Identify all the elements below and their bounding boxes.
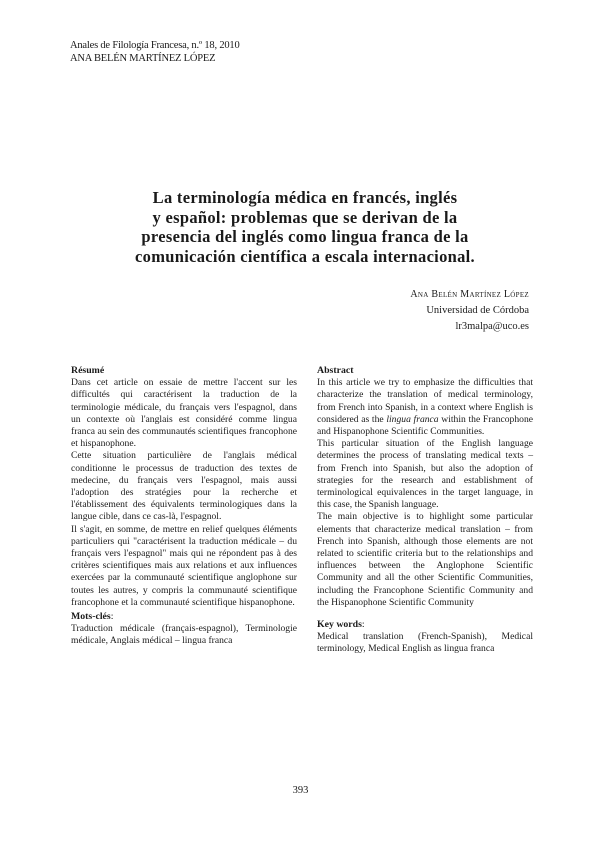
key-words-label: Key words bbox=[317, 619, 362, 631]
author-affiliation: Universidad de Córdoba bbox=[426, 305, 529, 316]
title-line-1: La terminología médica en francés, inglés bbox=[152, 188, 458, 207]
mots-cles-text: Traduction médicale (français-espagnol), Terminologie médicale, Anglais médical – lingua franca bbox=[71, 623, 297, 647]
author-name: Ana Belén Martínez López bbox=[410, 289, 529, 300]
author-block bbox=[410, 287, 529, 335]
key-words-heading bbox=[317, 619, 533, 631]
author-email: lr3malpa@uco.es bbox=[455, 321, 529, 332]
abstract-heading: Abstract bbox=[317, 365, 354, 376]
mots-cles-label: Mots-clés bbox=[71, 611, 111, 623]
key-words-text: Medical translation (French-Spanish), Medical terminology, Medical English as lingua franca bbox=[317, 631, 533, 655]
resume-paragraph-1: Dans cet article on essaie de mettre l'accent sur les difficultés qui caractérisent la traduction de la terminologie médicale, du français vers l'espagnol, dans un contexte où l'anglais est considéré comme lingua franca au sein des communautés scientifiques francophone et hispanophone. bbox=[71, 377, 297, 450]
mots-cles-heading bbox=[71, 611, 297, 623]
article-title bbox=[95, 188, 515, 266]
abstract-p1-end: within the Francophone and Hispanophone Scientific Communities. bbox=[317, 413, 534, 438]
resume-column bbox=[71, 365, 297, 648]
resume-paragraph-3: Il s'agit, en somme, de mettre en relief quelques éléments particuliers qui "caractérisent la traduction médicale – du français vers l'espagnol" mais qui ne répondent pas à des critères scientifiques mais aux relations et aux influences exercées par la communauté scientifique anglophone sur toutes les autres, y compris la communauté scientifique francophone et la communauté scientifique hispanophone. bbox=[71, 523, 297, 608]
abstract-column bbox=[317, 365, 533, 656]
page-number: 393 bbox=[292, 785, 309, 796]
mots-cles-colon: : bbox=[110, 611, 114, 623]
spacer bbox=[317, 609, 533, 617]
journal-header: Anales de Filología Francesa, n.º 18, 2010 bbox=[70, 40, 240, 51]
abstract-paragraph-3: The main objective is to highlight some particular elements that characterize medical translation – from French into Spanish, although those elements are not related to scientific criteria but to the relationships and influences between the Anglophone Scientific Community and all the other Scientific Communities, including the Francophone Scientific Community and the Hispanophone Scientific Community bbox=[317, 511, 533, 608]
resume-heading: Résumé bbox=[71, 365, 105, 376]
abstract-paragraph-2: This particular situation of the English language determines the process of translating medical texts – from French into Spanish, but also the adoption of strategies for the research and establishment of terminological equivalences in the target language, in this case, the Spanish language. bbox=[317, 438, 533, 511]
key-words-colon: : bbox=[361, 619, 365, 631]
resume-paragraph-2: Cette situation particulière de l'anglais médical conditionne le processus de traduction des textes de medecine, du français vers l'espagnol, mais aussi l'adoption des stratégies pour la recherche et l'établissement des équivalents terminologiques dans la langue cible, dans ce cas-là, l'espagnol. bbox=[71, 450, 297, 523]
title-line-3: presencia del inglés como lingua franca de la bbox=[141, 227, 469, 246]
abstract-paragraph-1 bbox=[317, 377, 533, 438]
lingua-franca-italic: lingua franca bbox=[386, 413, 439, 425]
title-line-2: y español: problemas que se derivan de la bbox=[152, 207, 458, 227]
abstract-p1-start: In this article we try to emphasize the difficulties that characterize the translation of medical terminology, from French into Spanish, in a context where English is considered as the bbox=[317, 377, 533, 425]
running-author-header: ANA BELÉN MARTÍNEZ LÓPEZ bbox=[70, 53, 216, 64]
title-line-4: comunicación científica a escala internacional. bbox=[135, 246, 475, 266]
